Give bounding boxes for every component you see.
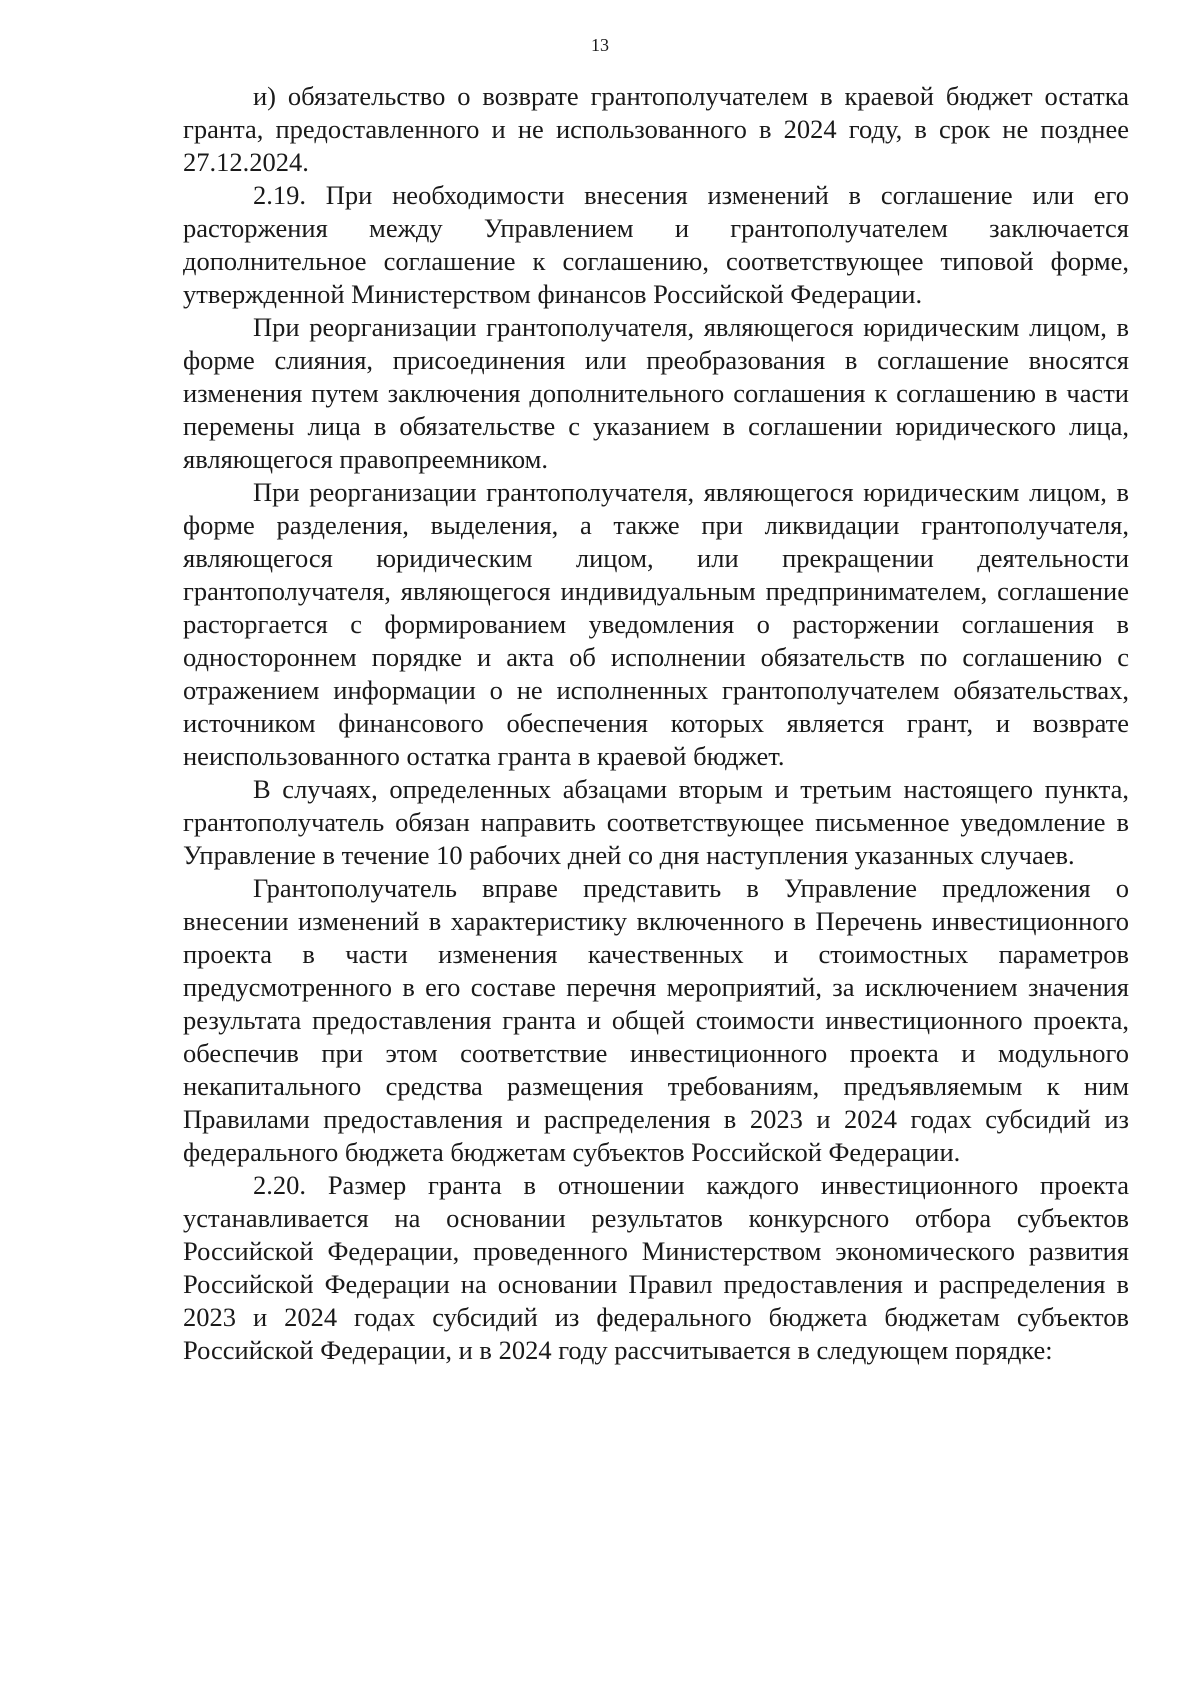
paragraph-2-19: 2.19. При необходимости внесения изменений в соглашение или его расторжения между Управлением и грантополучателем заключается дополнительное соглашение к соглашению, соответствующее типовой форме, утвержденной Министерством финансов Российской Федерации. bbox=[183, 180, 1129, 309]
page-number: 13 bbox=[591, 35, 609, 55]
paragraph-reorganization-merger: При реорганизации грантополучателя, являющегося юридическим лицом, в форме слияния, присоединения или преобразования в соглашение вносятся изменения путем заключения дополнительного соглашения к соглашению в части перемены лица в обязательстве с указанием в соглашении юридического лица, являющегося правопреемником. bbox=[183, 312, 1129, 474]
paragraph-notification: В случаях, определенных абзацами вторым и третьим настоящего пункта, грантополучатель обязан направить соответствующее письменное уведомление в Управление в течение 10 рабочих дней со дня наступления указанных случаев. bbox=[183, 774, 1129, 870]
paragraph-project-changes: Грантополучатель вправе представить в Управление предложения о внесении изменений в характеристику включенного в Перечень инвестиционного проекта в части изменения качественных и стоимостных параметров предусмотренного в его составе перечня мероприятий, за исключением значения результата предоставления гранта и общей стоимости инвестиционного проекта, обеспечив при этом соответствие инвестиционного проекта и модульного некапитального средства размещения требованиям, предъявляемым к ним Правилами предоставления и распределения в 2023 и 2024 годах субсидий из федерального бюджета бюджетам субъектов Российской Федерации. bbox=[183, 873, 1129, 1167]
paragraph-2-20: 2.20. Размер гранта в отношении каждого инвестиционного проекта устанавливается на основании результатов конкурсного отбора субъектов Российской Федерации, проведенного Министерством экономического развития Российской Федерации на основании Правил предоставления и распределения в 2023 и 2024 годах субсидий из федерального бюджета бюджетам субъектов Российской Федерации, и в 2024 году рассчитывается в следующем порядке: bbox=[183, 1170, 1129, 1365]
paragraph-item-i: и) обязательство о возврате грантополучателем в краевой бюджет остатка гранта, предоставленного и не использованного в 2024 году, в срок не позднее 27.12.2024. bbox=[183, 81, 1129, 177]
body-text bbox=[183, 80, 1129, 1367]
paragraph-reorganization-division: При реорганизации грантополучателя, являющегося юридическим лицом, в форме разделения, выделения, а также при ликвидации грантополучателя, являющегося юридическим лицом, или прекращении деятельности грантополучателя, являющегося индивидуальным предпринимателем, соглашение расторгается с формированием уведомления о расторжении соглашения в одностороннем порядке и акта об исполнении обязательств по соглашению с отражением информации о не исполненных грантополучателем обязательствах, источником финансового обеспечения которых является грант, и возврате неиспользованного остатка гранта в краевой бюджет. bbox=[183, 477, 1129, 771]
